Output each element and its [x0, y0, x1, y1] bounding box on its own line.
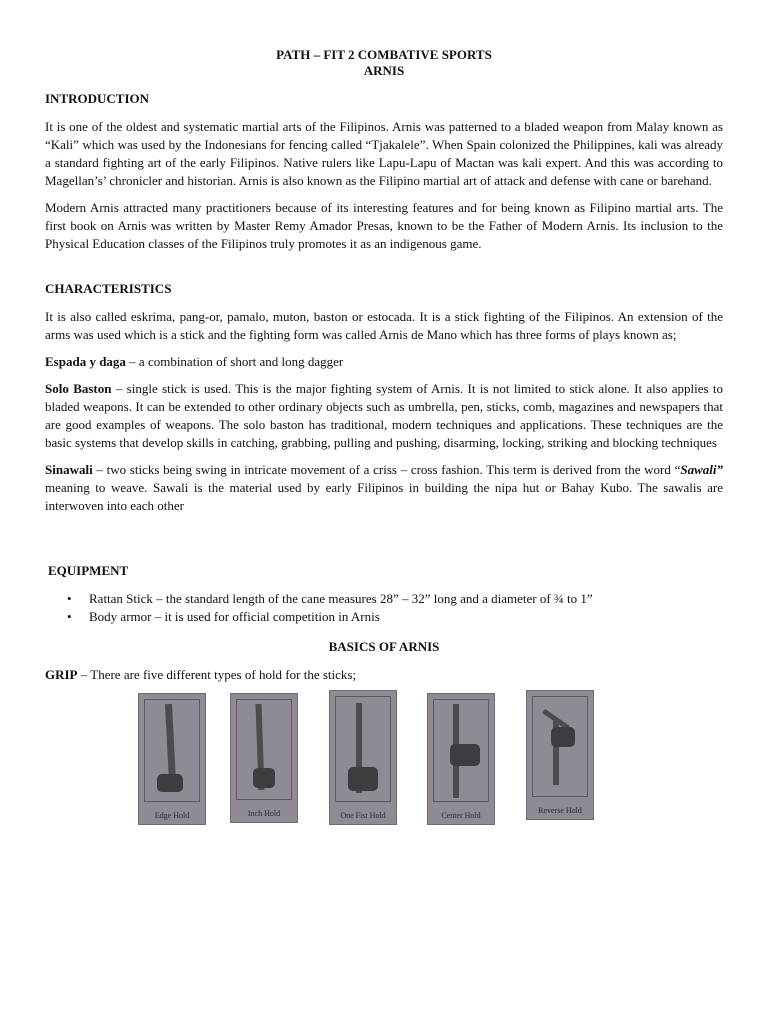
sinawali-text-after: meaning to weave. Sawali is the material used by early Filipinos in building the nipa hut or Bahay Kubo. The sawalis are interwoven into each other — [45, 480, 723, 513]
one-fist-hold-image — [329, 690, 397, 825]
equipment-list — [45, 590, 723, 626]
bullet-icon: • — [67, 591, 72, 606]
characteristics-paragraph: It is also called eskrima, pang-or, pamalo, muton, baston or estocada. It is a stick fighting of the Filipinos. An extension of the arms was used which is a stick and the fighting form was called Arnis de Mano which has three forms of plays known as; — [45, 309, 723, 342]
grip-text: – There are five different types of hold for the sticks; — [77, 667, 357, 682]
center-hold-image — [427, 693, 495, 825]
sinawali-entry — [45, 461, 723, 515]
center-hold-caption: Center Hold — [441, 811, 481, 820]
document-title — [0, 47, 768, 79]
espada-y-daga-text: – a combination of short and long dagger — [125, 354, 344, 369]
one-fist-hold-caption: One Fist Hold — [340, 811, 386, 820]
title-line-1: PATH – FIT 2 COMBATIVE SPORTS — [276, 47, 492, 62]
espada-y-daga-term: Espada y daga — [45, 354, 126, 369]
sinawali-term: Sinawali — [45, 462, 93, 477]
edge-hold-image — [138, 693, 206, 825]
sinawali-text-before: – two sticks being swing in intricate movement of a criss – cross fashion. This term is derived from the word “ — [92, 462, 681, 477]
solo-baston-term: Solo Baston — [45, 381, 112, 396]
introduction-body — [45, 118, 723, 253]
inch-hold-caption: Inch Hold — [247, 809, 281, 818]
inch-hold-image — [230, 693, 298, 823]
grip-illustrations — [138, 690, 608, 826]
characteristics-body — [45, 308, 723, 515]
edge-hold-caption: Edge Hold — [154, 811, 190, 820]
equipment-item-rattan-stick: • Rattan Stick – the standard length of the cane measures 28” – 32” long and a diameter of ¾ to 1” — [67, 591, 593, 606]
equipment-heading: EQUIPMENT — [48, 563, 129, 578]
introduction-heading: INTRODUCTION — [45, 91, 150, 106]
reverse-hold-caption: Reverse Hold — [538, 806, 582, 815]
grip-label: GRIP — [45, 667, 78, 682]
reverse-hold-image — [526, 690, 594, 820]
grip-line — [45, 666, 723, 684]
sawali-emphasis: Sawali” — [680, 462, 723, 477]
espada-y-daga-entry — [45, 353, 723, 371]
solo-baston-text: – single stick is used. This is the major fighting system of Arnis. It is not limited to stick alone. It also applies to bladed weapons. It can be extended to other ordinary objects such as umbrella, pen, sticks, comb, magazines and newspapers that are good examples of weapons. The solo baston has traditional, modern techniques and applications. These techniques are the basic systems that develop skills in catching, grabbing, pulling and pushing, disarming, locking, striking and blocking techniques — [45, 381, 723, 450]
introduction-paragraph-1: It is one of the oldest and systematic martial arts of the Filipinos. Arnis was patterned to a bladed weapon from Malay known as “Kali” which was used by the Indonesians for fencing called “Tjakalele”. When Spain colonized the Philippines, kali was already a standard fighting art of the early Filipinos. Native rulers like Lapu-Lapu of Mactan was kali expert. And this was according to Magellan’s’ chronicler and historian. Arnis is also known as the Filipino martial art of attack and defense with cane or barehand. — [45, 119, 723, 188]
title-line-2: ARNIS — [363, 63, 405, 78]
characteristics-heading: CHARACTERISTICS — [45, 281, 172, 296]
introduction-paragraph-2: Modern Arnis attracted many practitioners because of its interesting features and for being known as Filipino martial arts. The first book on Arnis was written by Master Remy Amador Presas, known to be the Father of Modern Arnis. Its inclusion to the Physical Education classes of the Filipinos truly promotes it as an indigenous game. — [45, 200, 723, 251]
equipment-item-body-armor: • Body armor – it is used for official competition in Arnis — [67, 609, 380, 624]
basics-heading: BASICS OF ARNIS — [328, 639, 440, 654]
bullet-icon: • — [67, 609, 72, 624]
solo-baston-entry — [45, 380, 723, 452]
